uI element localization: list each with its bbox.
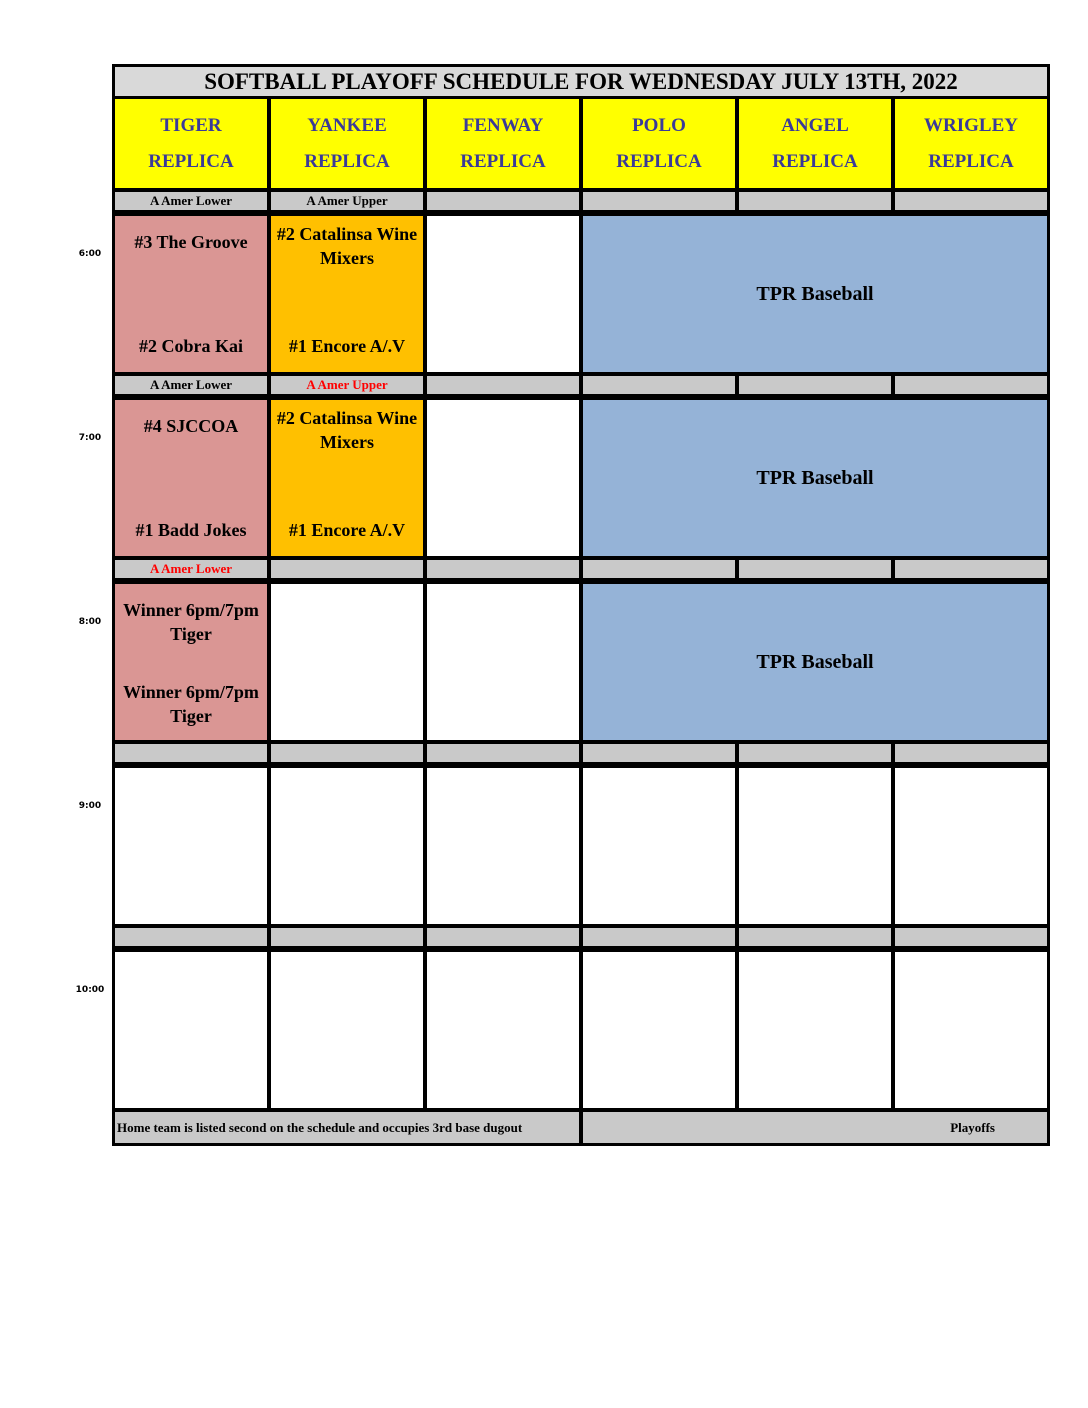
game-cell-wrigley (895, 952, 1047, 1108)
division-label (895, 928, 1047, 946)
division-label (583, 560, 735, 578)
reserved-block: TPR Baseball (583, 584, 1047, 740)
game-cell-fenway (427, 952, 579, 1108)
division-label: A Amer Lower (115, 560, 267, 578)
game-cell-fenway (427, 400, 579, 556)
division-label (583, 744, 735, 762)
division-label (895, 376, 1047, 394)
division-label (271, 744, 423, 762)
away-team: #2 Catalinsa Wine Mixers (276, 224, 418, 268)
reserved-block: TPR Baseball (583, 216, 1047, 372)
division-label (739, 928, 891, 946)
field-header-tiger (115, 99, 267, 188)
field-sub: REPLICA (928, 150, 1014, 172)
game-cell-polo (583, 952, 735, 1108)
division-label (427, 928, 579, 946)
field-header-yankee (271, 99, 423, 188)
schedule-title: SOFTBALL PLAYOFF SCHEDULE FOR WEDNESDAY JULY 13TH, 2022 (115, 67, 1047, 96)
division-label (895, 192, 1047, 210)
field-name: ANGEL (781, 114, 849, 136)
division-label (271, 560, 423, 578)
game-cell-angel (739, 768, 891, 924)
time-label: 8:00 (78, 617, 102, 627)
time-label: 10:00 (75, 985, 105, 995)
game-cell-fenway (427, 584, 579, 740)
game-cell-tiger (115, 584, 267, 740)
home-team: Winner 6pm/7pm Tiger (123, 682, 259, 726)
game-cell-tiger (115, 400, 267, 556)
field-header-angel (739, 99, 891, 188)
field-name: POLO (632, 114, 686, 136)
home-team: #1 Encore A/.V (288, 336, 406, 356)
game-cell-yankee (271, 768, 423, 924)
game-cell-fenway (427, 216, 579, 372)
field-header-fenway (427, 99, 579, 188)
division-label: A Amer Lower (115, 376, 267, 394)
division-label (271, 928, 423, 946)
field-sub: REPLICA (772, 150, 858, 172)
game-cell-fenway (427, 768, 579, 924)
field-sub: REPLICA (460, 150, 546, 172)
field-sub: REPLICA (616, 150, 702, 172)
away-team: #4 SJCCOA (143, 416, 239, 436)
division-label (739, 192, 891, 210)
division-label (739, 560, 891, 578)
division-label: A Amer Lower (115, 192, 267, 210)
division-label (583, 928, 735, 946)
division-label (427, 744, 579, 762)
game-cell-yankee (271, 952, 423, 1108)
field-header-polo (583, 99, 735, 188)
division-label: A Amer Upper (271, 192, 423, 210)
division-label (739, 744, 891, 762)
time-label: 6:00 (78, 249, 102, 259)
home-team: #2 Cobra Kai (138, 336, 243, 356)
field-header-wrigley (895, 99, 1047, 188)
game-cell-tiger (115, 952, 267, 1108)
game-cell-yankee (271, 216, 423, 372)
field-name: YANKEE (307, 114, 387, 136)
footer-note: Home team is listed second on the schedule and occupies 3rd base dugout (115, 1112, 579, 1143)
division-label (583, 192, 735, 210)
division-label: A Amer Upper (271, 376, 423, 394)
game-cell-yankee (271, 400, 423, 556)
division-label (115, 744, 267, 762)
away-team: #3 The Groove (134, 232, 248, 252)
field-sub: REPLICA (148, 150, 234, 172)
away-team: Winner 6pm/7pm Tiger (123, 600, 259, 644)
field-name: WRIGLEY (924, 114, 1018, 136)
division-label (583, 376, 735, 394)
division-label (895, 744, 1047, 762)
away-team: #2 Catalinsa Wine Mixers (276, 408, 418, 452)
game-cell-yankee (271, 584, 423, 740)
game-cell-wrigley (895, 768, 1047, 924)
game-cell-polo (583, 768, 735, 924)
division-label (115, 928, 267, 946)
time-label: 7:00 (78, 433, 102, 443)
division-label (427, 376, 579, 394)
reserved-block: TPR Baseball (583, 400, 1047, 556)
schedule-table (112, 64, 1050, 1146)
time-label: 9:00 (78, 801, 102, 811)
home-team: #1 Badd Jokes (135, 520, 247, 540)
field-name: FENWAY (462, 114, 544, 136)
division-label (427, 560, 579, 578)
home-team: #1 Encore A/.V (288, 520, 406, 540)
game-cell-tiger (115, 768, 267, 924)
game-cell-angel (739, 952, 891, 1108)
footer-tag: Playoffs (583, 1112, 1047, 1143)
field-name: TIGER (160, 114, 222, 136)
field-sub: REPLICA (304, 150, 390, 172)
division-label (739, 376, 891, 394)
game-cell-tiger (115, 216, 267, 372)
division-label (895, 560, 1047, 578)
division-label (427, 192, 579, 210)
